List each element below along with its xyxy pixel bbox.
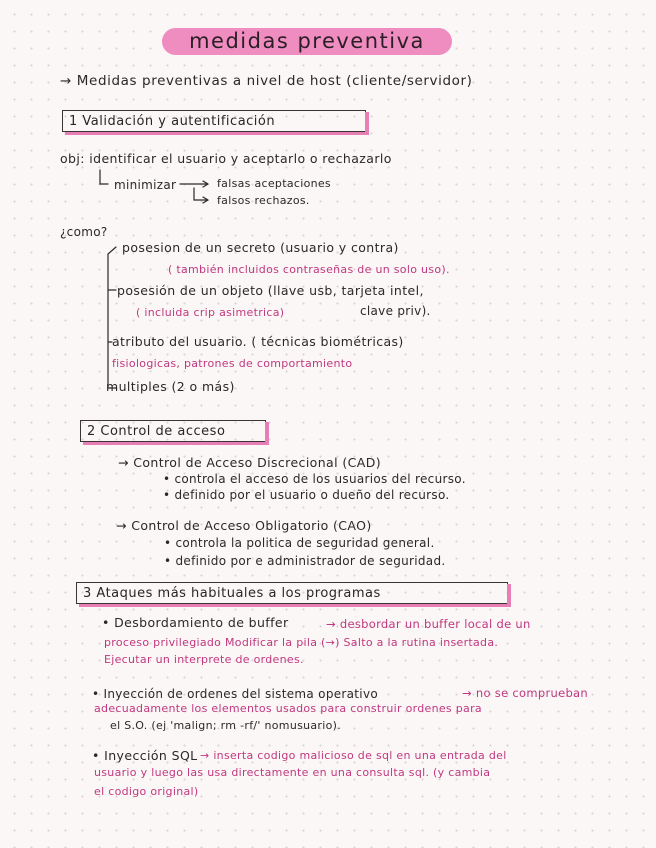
attack-2-line-1: → no se comprueban [462,686,588,700]
page-title: medidas preventiva [162,28,452,55]
attack-3-line-3: el codigo original) [94,785,199,798]
minimizar-connector [100,170,108,184]
section-2-header-text: 2 Control de acceso [87,423,226,439]
method-object: posesión de un objeto (llave usb, tarjeta intel, [117,283,424,298]
falsas-aceptaciones: falsas aceptaciones [217,177,331,190]
objective-line: obj: identificar el usuario y aceptarlo o rechazarlo [60,151,392,166]
attack-3-title: • Inyección SQL [92,748,198,763]
method-object-end: clave priv). [360,304,431,318]
attack-2-line-2: adecuadamente los elementos usados para construir ordenes para [94,702,482,715]
attack-1-title: • Desbordamiento de buffer [102,615,289,630]
attack-2-title: • Inyección de ordenes del sistema operativo [92,687,378,701]
attack-2-line-3: el S.O. (ej 'malign; rm -rf/' nomusuario). [110,719,342,732]
cao-title: → Control de Acceso Obligatorio (CAO) [116,518,372,533]
como-tree-line [108,247,116,388]
rechazos-arrow [194,188,208,203]
falsos-rechazos: falsos rechazos. [217,194,310,207]
method-multiple: multiples (2 o más) [106,379,235,394]
attack-3-line-2: usuario y luego las usa directamente en una consulta sql. (y cambia [94,766,491,779]
como-label: ¿como? [60,225,108,239]
attack-1-line-1: → desbordar un buffer local de un [326,617,531,631]
attack-1-line-2: proceso privilegiado Modificar la pila (→) Salto a la rutina insertada. [104,636,499,649]
section-3-header-text: 3 Ataques más habituales a los programas [83,585,381,601]
method-biometric-note: fisiologicas, patrones de comportamiento [112,357,353,370]
method-biometric: atributo del usuario. ( técnicas biométricas) [112,334,404,349]
cad-point-2: • definido por el usuario o dueño del recurso. [163,488,450,502]
method-secret-note: ( también incluidos contraseñas de un solo uso). [168,263,450,276]
cad-point-1: • controla el acceso de los usuarios del recurso. [163,472,466,486]
cao-point-1: • controla la politica de seguridad general. [164,536,435,550]
minimizar-arrow [180,181,208,187]
minimizar-label: minimizar [114,178,177,192]
attack-1-line-3: Ejecutar un interprete de ordenes. [104,653,304,666]
method-object-note: ( incluida crip asimetrica) [136,306,285,319]
section-1-header-text: 1 Validación y autentificación [69,113,276,129]
method-secret: posesion de un secreto (usuario y contra) [122,240,399,255]
intro-line: → Medidas preventivas a nivel de host (cliente/servidor) [60,73,473,89]
cao-point-2: • definido por e administrador de seguridad. [164,554,446,568]
attack-3-line-1: → inserta codigo malicioso de sql en una entrada del [200,749,507,762]
cad-title: → Control de Acceso Discrecional (CAD) [118,455,382,470]
